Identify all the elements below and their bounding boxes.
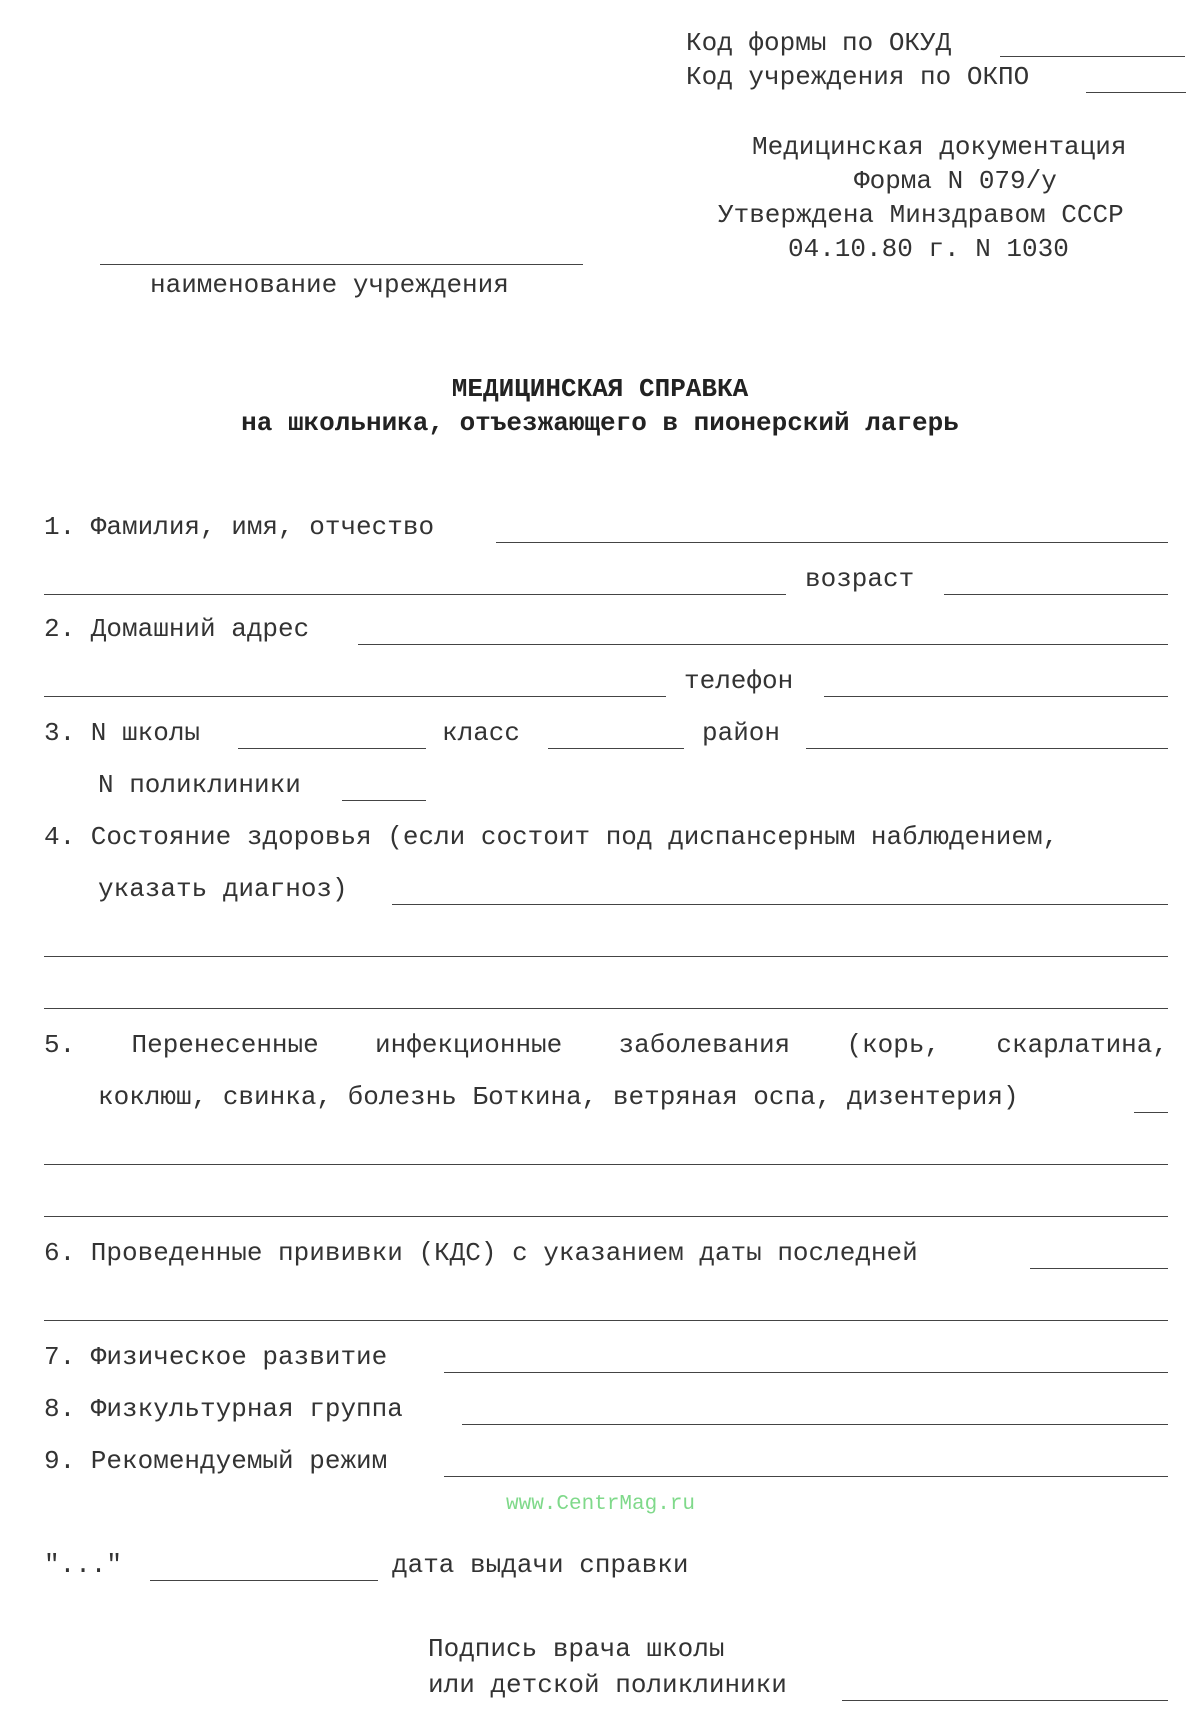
age-label: возраст [805,564,915,594]
field-5-label-cont: коклюш, свинка, болезнь Боткина, ветряная оспа, дизентерия) [98,1082,1019,1112]
phone-field[interactable] [824,696,1168,697]
approved-date: 04.10.80 г. N 1030 [788,234,1069,264]
form-number: Форма N 079/у [854,166,1057,196]
watermark: www.CentrMag.ru [506,1493,696,1516]
clinic-number-field[interactable] [342,800,426,801]
regime-field[interactable] [444,1476,1168,1477]
field-2-label: 2. Домашний адрес [44,614,310,644]
physical-development-field[interactable] [444,1372,1168,1373]
address-field[interactable] [358,644,1168,645]
diseases-field-3[interactable] [44,1216,1168,1217]
field-7-label: 7. Физическое развитие [44,1342,388,1372]
okud-field[interactable] [1000,56,1185,57]
vaccinations-field-2[interactable] [44,1320,1168,1321]
diseases-field[interactable] [1134,1112,1168,1113]
district-field[interactable] [806,748,1168,749]
pe-group-field[interactable] [462,1424,1168,1425]
field-4-label-cont: указать диагноз) [98,874,348,904]
field-5-label: 5. Перенесенные инфекционные заболевания (корь, скарлатина, [44,1030,1168,1060]
field-4-label: 4. Состояние здоровья (если состоит под диспансерным наблюдением, [44,822,1059,852]
class-field[interactable] [548,748,684,749]
field-3-label: 3. N школы [44,718,201,748]
document-title: МЕДИЦИНСКАЯ СПРАВКА [451,374,749,404]
field-1-label: 1. Фамилия, имя, отчество [44,512,435,542]
school-number-field[interactable] [238,748,426,749]
clinic-label: N поликлиники [98,770,301,800]
approved-by: Утверждена Минздравом СССР [718,200,1124,230]
date-quote: "..." [44,1550,123,1580]
institution-caption: наименование учреждения [150,270,509,300]
field-9-label: 9. Рекомендуемый режим [44,1446,388,1476]
health-status-field-3[interactable] [44,1008,1168,1009]
class-label: класс [442,718,521,748]
okud-label: Код формы по ОКУД [686,28,952,58]
issue-date-field[interactable] [150,1580,378,1581]
signature-label: Подпись врача школы [428,1634,725,1664]
full-name-field[interactable] [496,542,1168,543]
issue-date-label: дата выдачи справки [392,1550,689,1580]
address-field-2[interactable] [44,696,666,697]
vaccinations-field[interactable] [1030,1268,1168,1269]
full-name-field-2[interactable] [44,594,786,595]
field-6-label: 6. Проведенные прививки (КДС) с указанием даты последней [44,1238,918,1268]
okpo-label: Код учреждения по ОКПО [686,62,1030,92]
diseases-field-2[interactable] [44,1164,1168,1165]
health-status-field-2[interactable] [44,956,1168,957]
institution-name-field[interactable] [100,264,583,265]
phone-label: телефон [684,666,794,696]
signature-label-cont: или детской поликлиники [428,1670,787,1700]
med-doc-label: Медицинская документация [752,132,1127,162]
okpo-field[interactable] [1086,92,1186,93]
signature-field[interactable] [842,1700,1168,1701]
document-subtitle: на школьника, отъезжающего в пионерский лагерь [241,408,959,438]
district-label: район [702,718,781,748]
age-field[interactable] [944,594,1168,595]
field-8-label: 8. Физкультурная группа [44,1394,403,1424]
health-status-field[interactable] [392,904,1168,905]
